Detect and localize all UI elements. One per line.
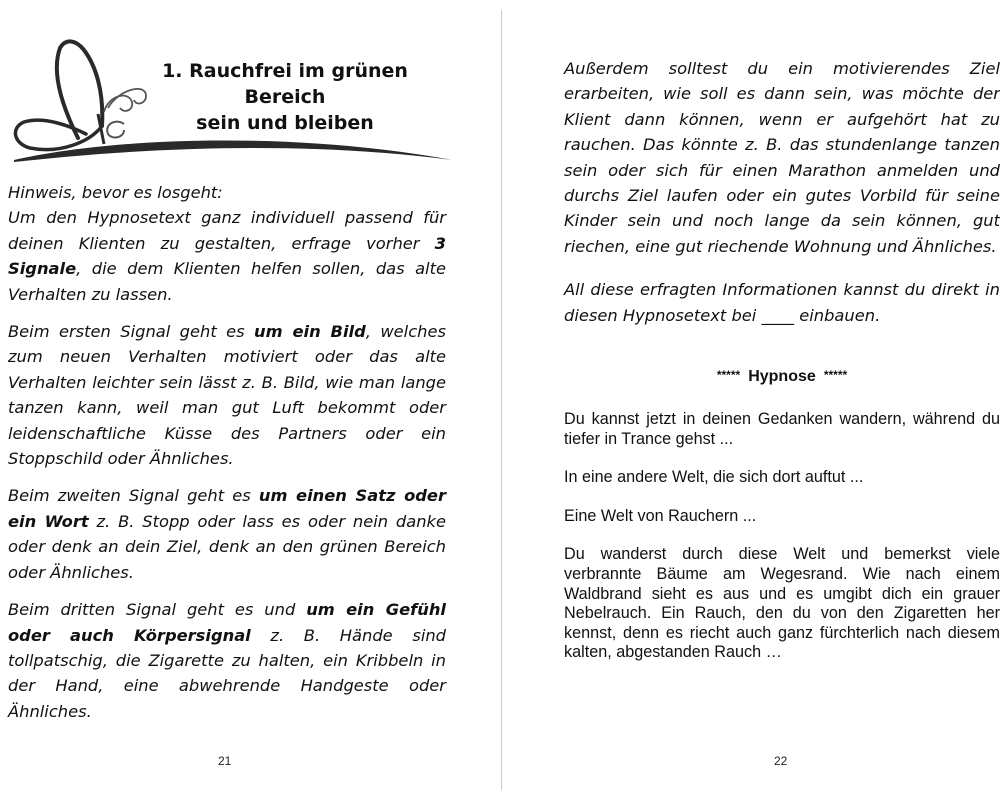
page-number-right: 22	[774, 754, 788, 768]
chapter-title	[130, 58, 440, 136]
intro-text-2: , die dem Klienten helfen sollen, das alte Verhalten zu lassen.	[8, 259, 446, 304]
hypnose-paragraph-3: Eine Welt von Rauchern ...	[564, 506, 757, 525]
signal1-text-1: Beim ersten Signal geht es	[8, 322, 255, 342]
motivation-paragraph: Außerdem solltest du ein motivierendes Ziel erarbeiten, wie soll es dann sein, was möchte der Klient dann können, wenn er aufgehört hat zu rauchen. Das könnte z. B. das stundenlange tanzen sein oder sich für einen Marathon anmelden und durchs Ziel laufen oder ein gutes Vorbild für seine Kinder sein und noch lange da sein können, gut riechen, eine gut riechende Wohnung und Ähnliches.	[564, 59, 1000, 256]
intro-text-1: Um den Hypnosetext ganz individuell passend für deinen Klienten zu gestalten, erfrage vorher	[8, 208, 446, 253]
hypnose-paragraph-1: Du kannst jetzt in deinen Gedanken wandern, während du tiefer in Trance gehst ...	[564, 410, 1000, 448]
right-body-text	[564, 56, 1000, 346]
hypnose-text	[564, 410, 1000, 682]
signal2-text-2: z. B. Stopp oder lass es oder nein danke oder denk an dein Ziel, denk an den grünen Bereich oder Ähnliches.	[8, 511, 446, 582]
intro-paragraph	[8, 180, 446, 307]
signal2-paragraph	[8, 483, 446, 585]
intro-bold: 3 Signale	[8, 233, 446, 279]
signal2-bold: um einen Satz oder ein Wort	[8, 486, 447, 531]
right-page	[504, 0, 1000, 800]
chapter-title-line1: 1. Rauchfrei im grünen Bereich	[162, 60, 408, 108]
chapter-title-line2: sein und bleiben	[196, 112, 374, 134]
hypnose-paragraph-2: In eine andere Welt, die sich dort auftut ...	[564, 468, 864, 487]
stars-left: *****	[716, 368, 741, 382]
left-body-text	[8, 180, 446, 736]
signal3-paragraph	[8, 597, 446, 724]
page-number-left: 21	[218, 754, 232, 768]
hypnose-heading	[564, 368, 1000, 386]
info-paragraph: All diese erfragten Informationen kannst du direkt in diesen Hypnosetext bei ____ einbauen.	[564, 280, 1000, 325]
signal2-text-1: Beim zweiten Signal geht es	[8, 486, 259, 506]
hypnose-paragraph-4: Du wanderst durch diese Welt und bemerkst viele verbrannte Bäume am Wegesrand. Wie nach einem Waldbrand sieht es aus und es umgibt dich ein grauer Nebelrauch. Ein Rauch, den du von den Zigaretten her kennst, denn es riecht auch ganz fürchterlich nach diesem kalten, abgestanden Rauch …	[564, 545, 1000, 662]
signal1-bold: um ein Bild	[254, 322, 366, 342]
signal3-bold: um ein Gefühl oder auch Körpersignal	[8, 600, 446, 645]
signal3-text-1: Beim dritten Signal geht es und	[8, 600, 307, 620]
stars-right: *****	[823, 368, 848, 382]
signal1-paragraph	[8, 319, 446, 471]
signal1-text-2: , welches zum neuen Verhalten motiviert oder das alte Verhalten leichter sein lässt z. B. Bild, wie man lange tanzen kann, weil man gut Luft bekommt oder leidenschaftliche Küsse des Partners oder ein Stoppschild oder Ähnliches.	[8, 322, 446, 469]
signal3-text-2: z. B. Hände sind tollpatschig, die Zigarette zu halten, ein Kribbeln in der Hand, eine abwehrende Handgeste oder Ähnliches.	[8, 625, 446, 721]
intro-heading: Hinweis, bevor es losgeht:	[8, 183, 223, 202]
book-spine	[501, 10, 502, 790]
hypnose-title: Hypnose	[748, 368, 816, 385]
